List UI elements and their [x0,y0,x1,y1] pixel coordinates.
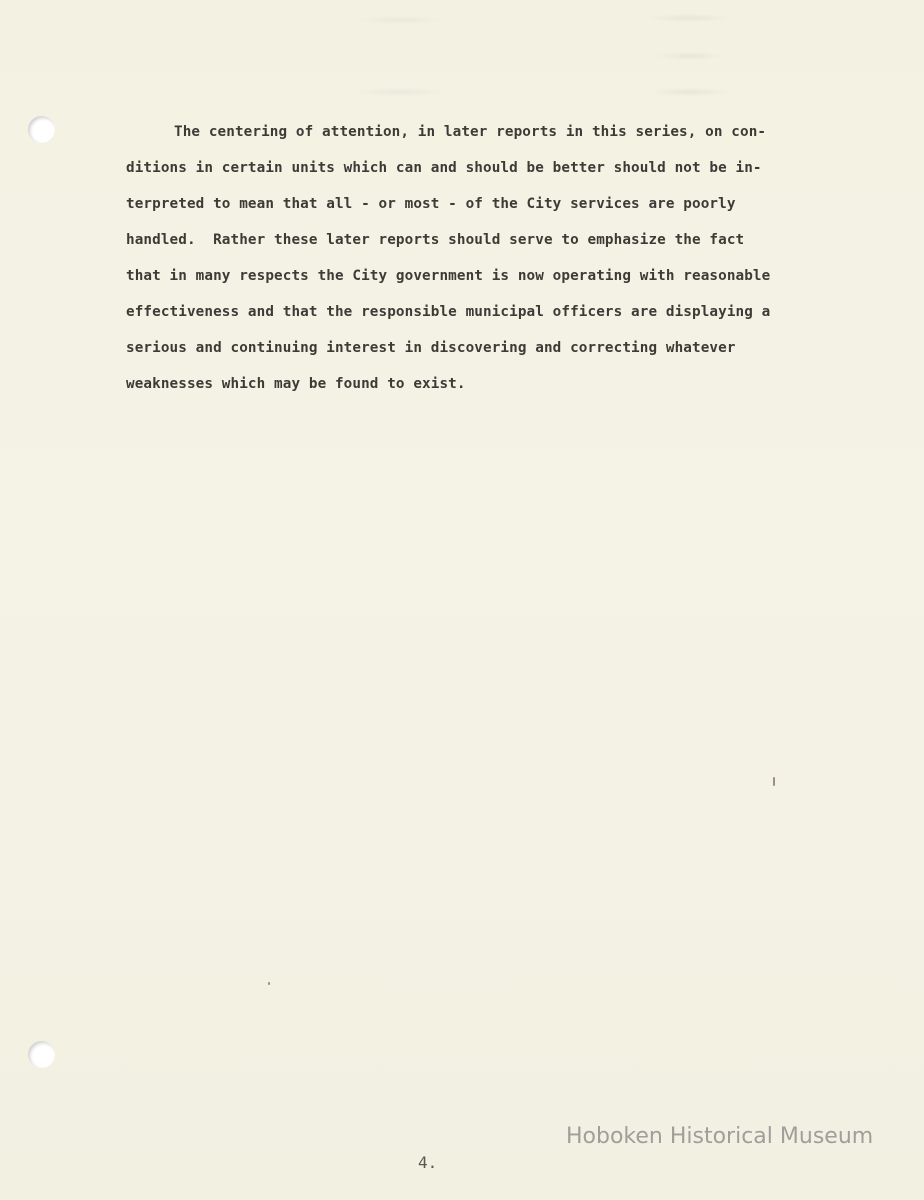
paragraph-line: terpreted to mean that all - or most - of the City services are poorly [126,196,736,212]
paper-speck [268,982,270,985]
paragraph-line: that in many respects the City government is now operating with reasonable [126,268,771,284]
watermark: Hoboken Historical Museum [566,1124,874,1149]
paragraph-line: effectiveness and that the responsible municipal officers are displaying a [126,304,771,320]
paragraph-line: handled. Rather these later reports should serve to emphasize the fact [126,232,745,248]
binder-hole-top [28,116,55,143]
page-number: 4. [418,1153,438,1172]
paragraph-line: weaknesses which may be found to exist. [126,376,466,392]
paper-speck [773,777,775,786]
paragraph-line: ditions in certain units which can and should be better should not be in- [126,160,762,176]
paragraph-line: The centering of attention, in later reports in this series, on con- [174,124,767,140]
binder-hole-bottom [28,1041,55,1068]
paragraph-line: serious and continuing interest in discovering and correcting whatever [126,340,736,356]
body-paragraph [126,120,816,408]
